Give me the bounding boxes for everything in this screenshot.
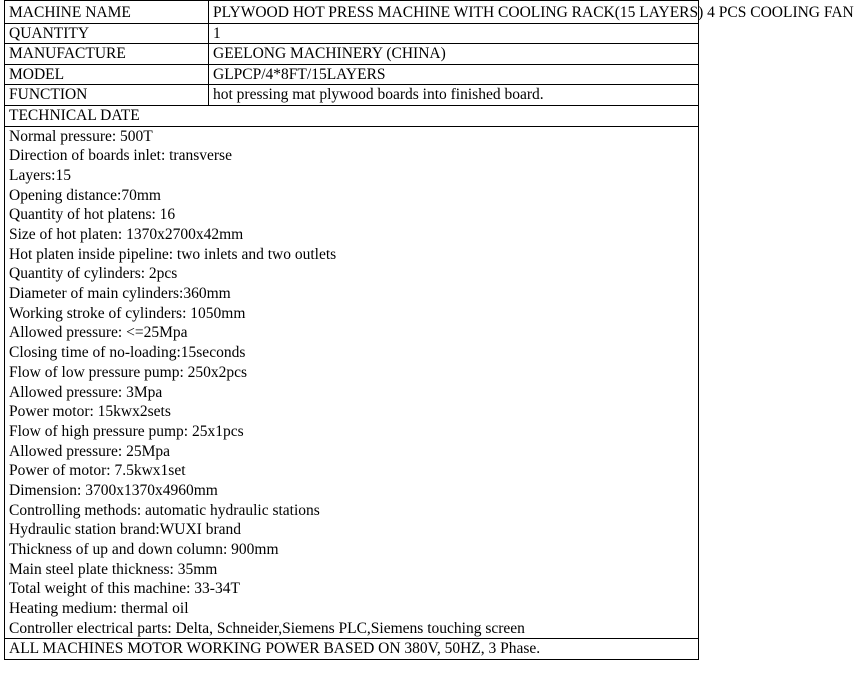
technical-data-line: Size of hot platen: 1370x2700x42mm [9, 226, 244, 243]
row-key: MACHINE NAME [5, 1, 209, 24]
table-row-manufacture [5, 44, 699, 65]
table-row-machine-name [5, 1, 699, 24]
technical-data-line: Dimension: 3700x1370x4960mm [9, 481, 218, 499]
technical-data-line: Hot platen inside pipeline: two inlets and two outlets [9, 245, 337, 263]
row-value: 1 [209, 23, 699, 44]
technical-data-line: Power motor: 15kwx2sets [9, 403, 171, 421]
technical-data-line: Hydraulic station brand:WUXI brand [9, 521, 242, 539]
technical-data-cell [5, 126, 699, 639]
technical-data-line: Normal pressure: 500T [9, 127, 153, 145]
technical-data-line: Allowed pressure: 3Mpa [9, 383, 163, 401]
table-row-technical-data [5, 126, 699, 639]
technical-data-line: Flow of high pressure pump: 25x1pcs [9, 422, 244, 440]
row-key: MANUFACTURE [5, 44, 209, 65]
technical-data-line: Flow of low pressure pump: 250x2pcs [9, 363, 248, 381]
table-row-quantity [5, 23, 699, 44]
row-value: PLYWOOD HOT PRESS MACHINE WITH COOLING RACK(15 LAYERS) 4 PCS COOLING FAN [209, 1, 699, 24]
row-key: QUANTITY [5, 23, 209, 44]
row-key: FUNCTION [5, 85, 209, 106]
row-value: hot pressing mat plywood boards into finished board. [209, 85, 699, 106]
technical-data-line: Controlling methods: automatic hydraulic stations [9, 501, 320, 519]
table-row-footer [5, 639, 699, 660]
technical-data-line: Allowed pressure: <=25Mpa [9, 324, 188, 342]
technical-data-line: Quantity of cylinders: 2pcs [9, 265, 178, 283]
technical-data-line: Direction of boards inlet: transverse [9, 147, 232, 165]
technical-data-line: Layers:15 [9, 166, 71, 184]
technical-data-line: Heating medium: thermal oil [9, 600, 189, 618]
technical-data-line: Total weight of this machine: 33-34T [9, 580, 240, 598]
technical-data-line: Working stroke of cylinders: 1050mm [9, 304, 246, 322]
spec-table [4, 0, 854, 660]
spec-sheet [4, 0, 854, 681]
table-row-technical-heading [5, 105, 699, 126]
technical-data-line: Allowed pressure: 25Mpa [9, 442, 170, 460]
technical-data-line: Power of motor: 7.5kwx1set [9, 462, 186, 480]
technical-data-line: Thickness of up and down column: 900mm [9, 541, 279, 558]
row-key: MODEL [5, 64, 209, 85]
technical-data-line: Quantity of hot platens: 16 [9, 206, 176, 224]
table-row-function [5, 85, 699, 106]
technical-data-list [9, 127, 698, 639]
power-note: ALL MACHINES MOTOR WORKING POWER BASED ON 380V, 50HZ, 3 Phase. [5, 639, 699, 660]
technical-heading: TECHNICAL DATE [5, 105, 699, 126]
technical-data-line: Main steel plate thickness: 35mm [9, 560, 218, 578]
technical-data-line: Controller electrical parts: Delta, Schneider,Siemens PLC,Siemens touching screen [9, 619, 525, 637]
technical-data-line: Opening distance:70mm [9, 186, 161, 204]
table-row-model [5, 64, 699, 85]
technical-data-line: Diameter of main cylinders:360mm [9, 285, 231, 303]
row-value: GLPCP/4*8FT/15LAYERS [209, 64, 699, 85]
technical-data-line: Closing time of no-loading:15seconds [9, 344, 246, 362]
row-value: GEELONG MACHINERY (CHINA) [209, 44, 699, 65]
